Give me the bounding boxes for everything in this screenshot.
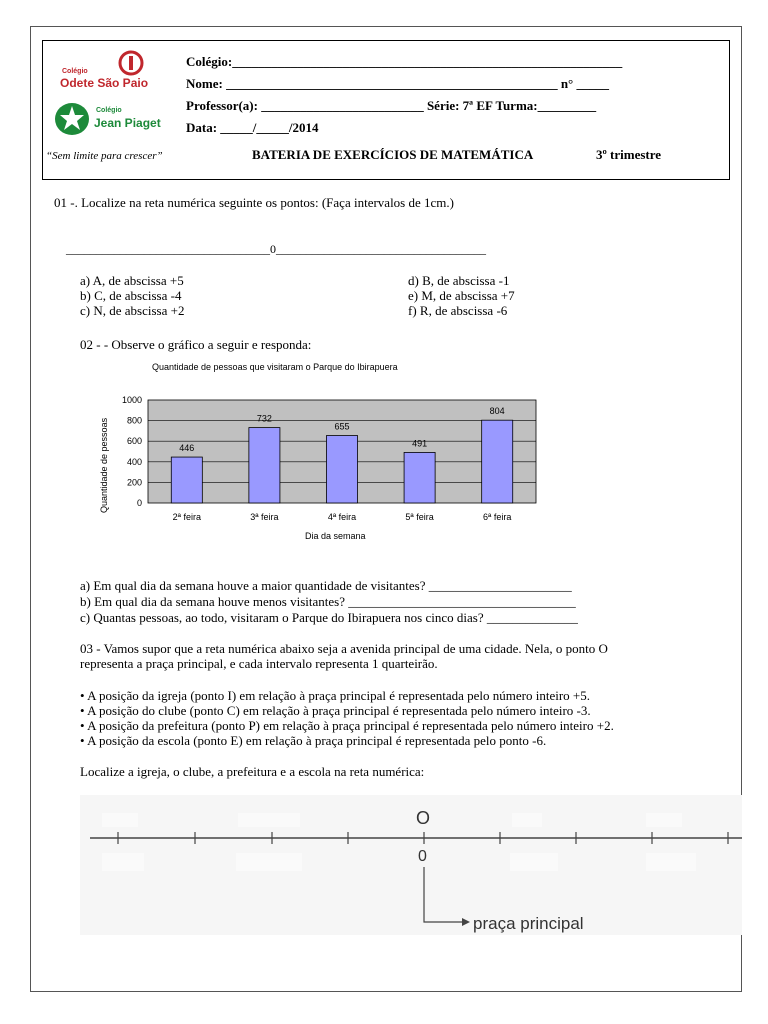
data-field[interactable]: Data: _____/_____/2014 [186, 120, 319, 135]
q3-bullet: • A posição do clube (ponto C) em relação à praça principal é representada pelo número inteiro -3. [80, 703, 591, 718]
zero-label: 0 [418, 848, 427, 865]
y-tick-label: 600 [126, 436, 142, 447]
praca-principal-label: praça principal [473, 914, 584, 933]
bar [404, 452, 435, 503]
x-tick-label: 2ª feira [172, 512, 201, 522]
x-tick-label: 5ª feira [405, 512, 434, 522]
nome-field[interactable]: Nome: ___________________________________________________ n° _____ [186, 76, 609, 91]
y-tick-label: 0 [136, 498, 142, 508]
bar [482, 420, 513, 503]
arrow-head-icon [462, 918, 470, 926]
q3-prompt: representa a praça principal, e cada intervalo representa 1 quarteirão. [80, 656, 438, 671]
q2-prompt: 02 - - Observe o gráfico a seguir e responda: [80, 337, 312, 352]
q1-number-line[interactable]: __________________________________0___________________________________ [66, 242, 486, 256]
label-box[interactable] [510, 853, 558, 871]
q3-instruction: Localize a igreja, o clube, a prefeitura e a escola na reta numérica: [80, 764, 425, 779]
bar [249, 428, 280, 503]
caption-arrow [424, 867, 462, 922]
emblem-icon [118, 50, 144, 76]
star-icon [54, 102, 90, 136]
bar-data-label: 732 [256, 413, 272, 424]
q2-question: b) Em qual dia da semana houve menos visitantes? ___________________________________ [80, 594, 576, 609]
y-tick-label: 400 [126, 456, 142, 467]
q3-bullet: • A posição da escola (ponto E) em relação à praça principal é representada pelo ponto -6. [80, 733, 547, 748]
bar [171, 457, 202, 503]
logo-jean-piaget [54, 102, 164, 138]
bar-data-label: 804 [489, 406, 505, 417]
q1-item: c) N, de abscissa +2 [80, 303, 185, 318]
bar-data-label: 491 [412, 438, 428, 449]
trimester: 3º trimestre [596, 147, 662, 162]
point-o-label: O [416, 808, 431, 828]
q1-prompt: 01 -. Localize na reta numérica seguinte os pontos: (Faça intervalos de 1cm.) [54, 195, 454, 210]
chart-title: Quantidade de pessoas que visitaram o Parque do Ibirapuera [152, 362, 398, 372]
q1-item: e) M, de abscissa +7 [408, 288, 515, 303]
x-tick-label: 4ª feira [327, 512, 357, 522]
logo2-name: Jean Piaget [94, 116, 161, 130]
x-tick-label: 6ª feira [483, 512, 512, 522]
y-tick-label: 1000 [121, 395, 142, 405]
q3-bullet: • A posição da prefeitura (ponto P) em relação à praça principal é representada pelo número inteiro +2. [80, 718, 614, 733]
number-line-figure [80, 795, 742, 935]
logo-odete-sao-paio [58, 48, 158, 98]
q3-bullet: • A posição da igreja (ponto I) em relação à praça principal é representada pelo número inteiro +5. [80, 688, 591, 703]
bar [326, 436, 357, 503]
label-box[interactable] [512, 813, 542, 827]
q1-item: d) B, de abscissa -1 [408, 273, 510, 288]
slogan: “Sem limite para crescer” [46, 150, 163, 162]
y-tick-label: 800 [126, 415, 142, 426]
label-box[interactable] [236, 853, 302, 871]
logo1-name: Odete São Paio [60, 76, 149, 90]
worksheet-title: BATERIA DE EXERCÍCIOS DE MATEMÁTICA [252, 147, 534, 162]
bar-data-label: 655 [334, 421, 350, 432]
y-axis-label: Quantidade de pessoas [99, 417, 109, 513]
label-box[interactable] [102, 853, 144, 871]
bar-chart [92, 388, 552, 548]
x-tick-label: 3ª feira [250, 512, 279, 522]
label-box[interactable] [238, 813, 300, 827]
label-box[interactable] [646, 853, 696, 871]
x-axis-label: Dia da semana [305, 531, 366, 541]
q2-question: a) Em qual dia da semana houve a maior quantidade de visitantes? ______________________ [80, 578, 572, 593]
professor-field[interactable]: Professor(a): _________________________ Série: 7ª EF Turma:_________ [186, 98, 597, 113]
y-tick-label: 200 [126, 477, 142, 488]
logo1-small: Colégio [62, 68, 88, 75]
logo2-small: Colégio [96, 107, 122, 114]
q1-item: a) A, de abscissa +5 [80, 273, 184, 288]
q2-question: c) Quantas pessoas, ao todo, visitaram o Parque do Ibirapuera nos cinco dias? ______________ [80, 610, 578, 625]
q3-prompt: 03 - Vamos supor que a reta numérica abaixo seja a avenida principal de uma cidade. Nela, o ponto O [80, 641, 608, 656]
q1-item: b) C, de abscissa -4 [80, 288, 182, 303]
colegio-field[interactable]: Colégio:____________________________________________________________ [186, 54, 623, 69]
label-box[interactable] [102, 813, 138, 827]
bar-data-label: 446 [179, 443, 195, 454]
q1-item: f) R, de abscissa -6 [408, 303, 508, 318]
label-box[interactable] [646, 813, 682, 827]
